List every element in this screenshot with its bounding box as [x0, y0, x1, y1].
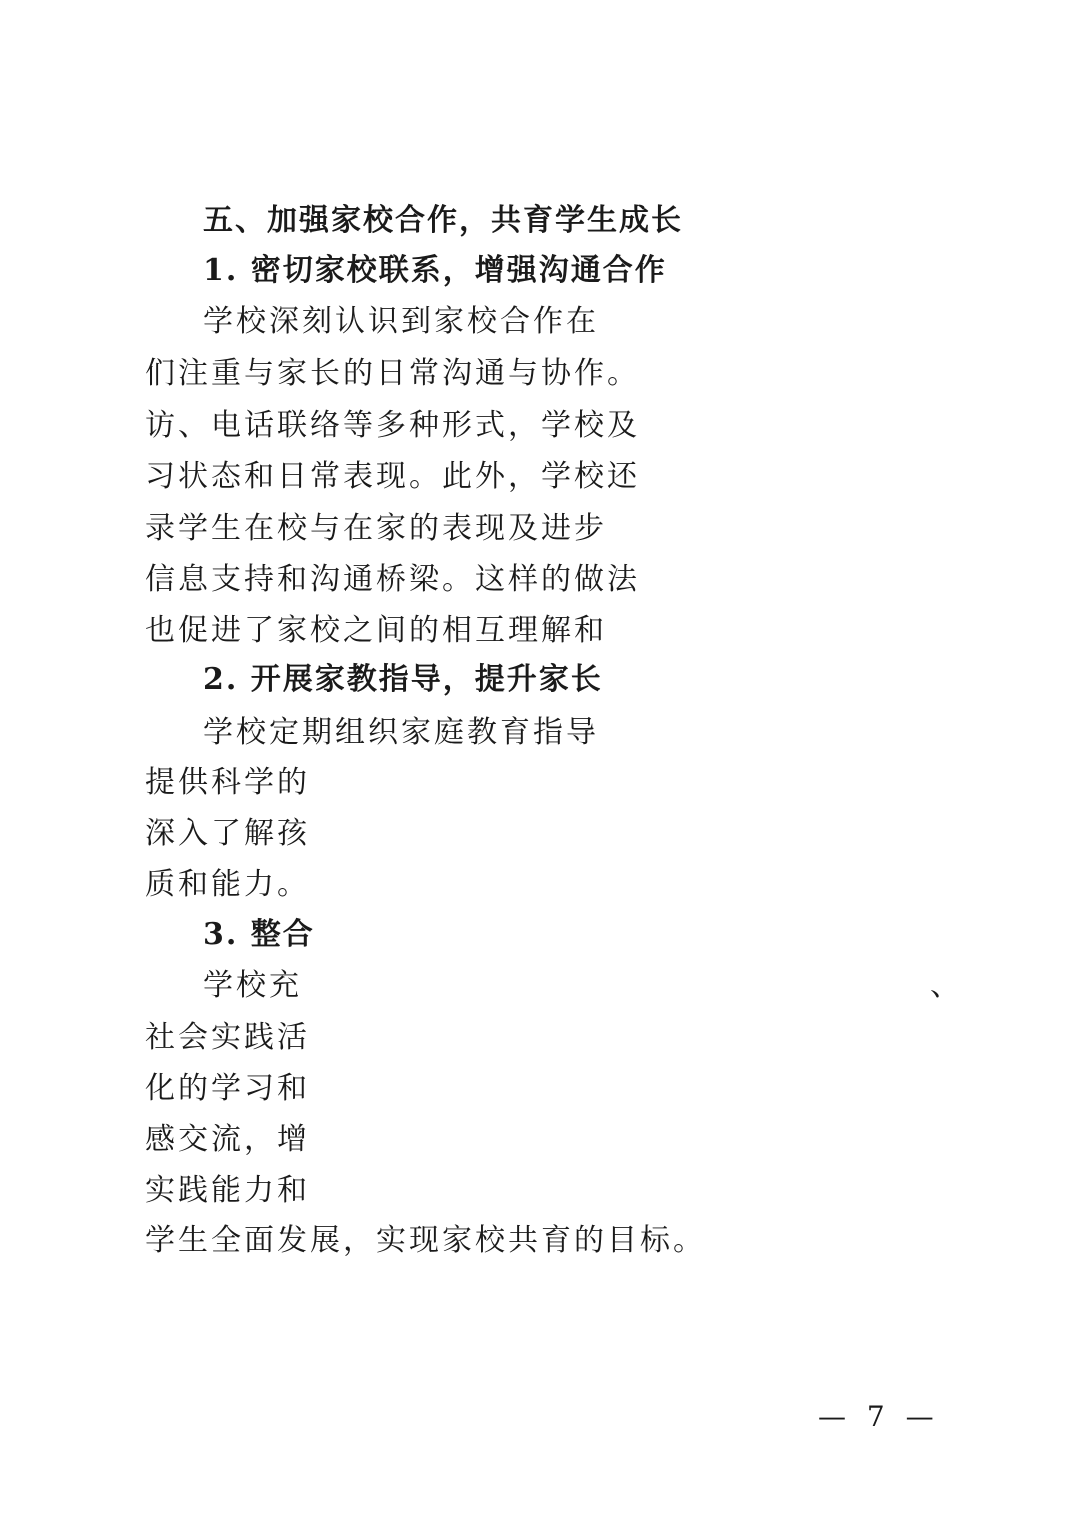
- subsection-heading-3: 3. 整合: [203, 917, 315, 952]
- paragraph-1-line-3: 访、电话联络等多种形式，学校及: [145, 408, 640, 443]
- paragraph-1-line-2: 们注重与家长的日常沟通与协作。: [145, 356, 640, 391]
- paragraph-2-line-3: 深入了解孩: [145, 816, 310, 851]
- paragraph-1-line-6: 信息支持和沟通桥梁。这样的做法: [145, 562, 640, 597]
- paragraph-3-line-1-edge: 、: [930, 968, 960, 1003]
- section-heading: 五、加强家校合作，共育学生成长: [203, 203, 683, 238]
- subsection-heading-1: 1. 密切家校联系，增强沟通合作: [203, 253, 667, 288]
- subsection-heading-2: 2. 开展家教指导，提升家长: [203, 662, 603, 697]
- paragraph-2-line-4: 质和能力。: [145, 867, 310, 902]
- paragraph-3-line-5: 实践能力和: [145, 1173, 310, 1208]
- paragraph-3-line-3: 化的学习和: [145, 1071, 310, 1106]
- paragraph-3-line-1: 学校充: [203, 968, 302, 1003]
- paragraph-3-line-6: 学生全面发展，实现家校共育的目标。: [145, 1223, 706, 1258]
- paragraph-1-line-1: 学校深刻认识到家校合作在: [203, 304, 599, 339]
- page-number: — 7 —: [818, 1400, 940, 1433]
- paragraph-2-line-2: 提供科学的: [145, 765, 310, 800]
- paragraph-1-line-7: 也促进了家校之间的相互理解和: [145, 613, 607, 648]
- paragraph-1-line-4: 习状态和日常表现。此外，学校还: [145, 459, 640, 494]
- paragraph-2-line-1: 学校定期组织家庭教育指导: [203, 715, 599, 750]
- paragraph-3-line-2: 社会实践活: [145, 1020, 310, 1055]
- paragraph-1-line-5: 录学生在校与在家的表现及进步: [145, 511, 607, 546]
- paragraph-3-line-4: 感交流，增: [145, 1122, 310, 1157]
